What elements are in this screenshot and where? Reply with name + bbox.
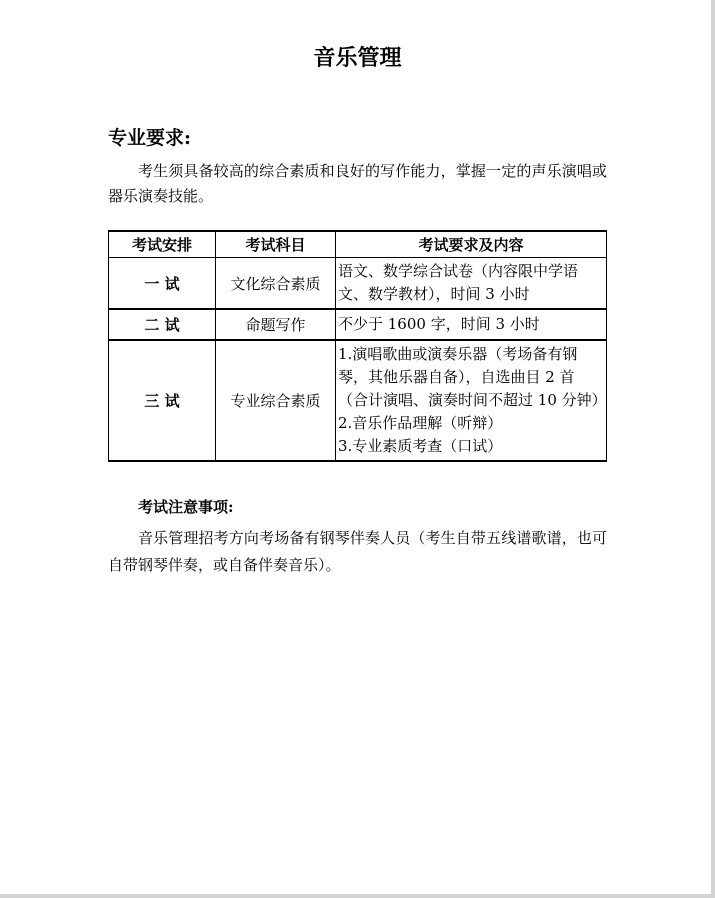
major-requirements-paragraph: 考生须具备较高的综合素质和良好的写作能力，掌握一定的声乐演唱或器乐演奏技能。: [108, 161, 607, 205]
exam-3-content-line-1: 1.演唱歌曲或演奏乐器（考场备有钢琴，其他乐器自备），自选曲目 2 首（合计演唱、演奏时间不超过 10 分钟）: [338, 345, 607, 410]
exam-notes-paragraph: 音乐管理招考方向考场备有钢琴伴奏人员（考生自带五线谱歌谱，也可自带钢琴伴奏，或自备伴奏音乐）。: [108, 529, 607, 575]
exam-2-content-line: 不少于 1600 字，时间 3 小时: [338, 315, 540, 334]
column-header-exam-arrangement: 考试安排: [109, 231, 216, 258]
exam-2-content: [336, 309, 607, 340]
major-requirements-heading: 专业要求:: [108, 127, 192, 150]
exam-3-content: [336, 340, 607, 461]
exam-3-subject: 专业综合素质: [216, 340, 336, 461]
table-row: [109, 340, 607, 461]
exam-schedule-table: [108, 230, 607, 463]
exam-1-content-line: 语文、数学综合试卷（内容限中学语文、数学教材），时间 3 小时: [338, 262, 579, 304]
exam-3-content-line-2: 2.音乐作品理解（听辩）: [338, 414, 503, 433]
exam-2-subject: 命题写作: [216, 309, 336, 340]
table-row: [109, 258, 607, 310]
column-header-exam-requirements: 考试要求及内容: [336, 231, 607, 258]
table-header-row: [109, 231, 607, 258]
exam-notes-heading: 考试注意事项:: [138, 498, 234, 517]
exam-3-content-line-3: 3.专业素质考查（口试）: [338, 437, 503, 456]
table-row: [109, 309, 607, 340]
column-header-exam-subject: 考试科目: [216, 231, 336, 258]
document-content: [108, 0, 607, 579]
exam-1-content: [336, 258, 607, 310]
exam-1-label: 一 试: [109, 258, 216, 310]
exam-2-label: 二 试: [109, 309, 216, 340]
page-title: 音乐管理: [313, 45, 402, 71]
exam-3-label: 三 试: [109, 340, 216, 461]
exam-1-subject: 文化综合素质: [216, 258, 336, 310]
